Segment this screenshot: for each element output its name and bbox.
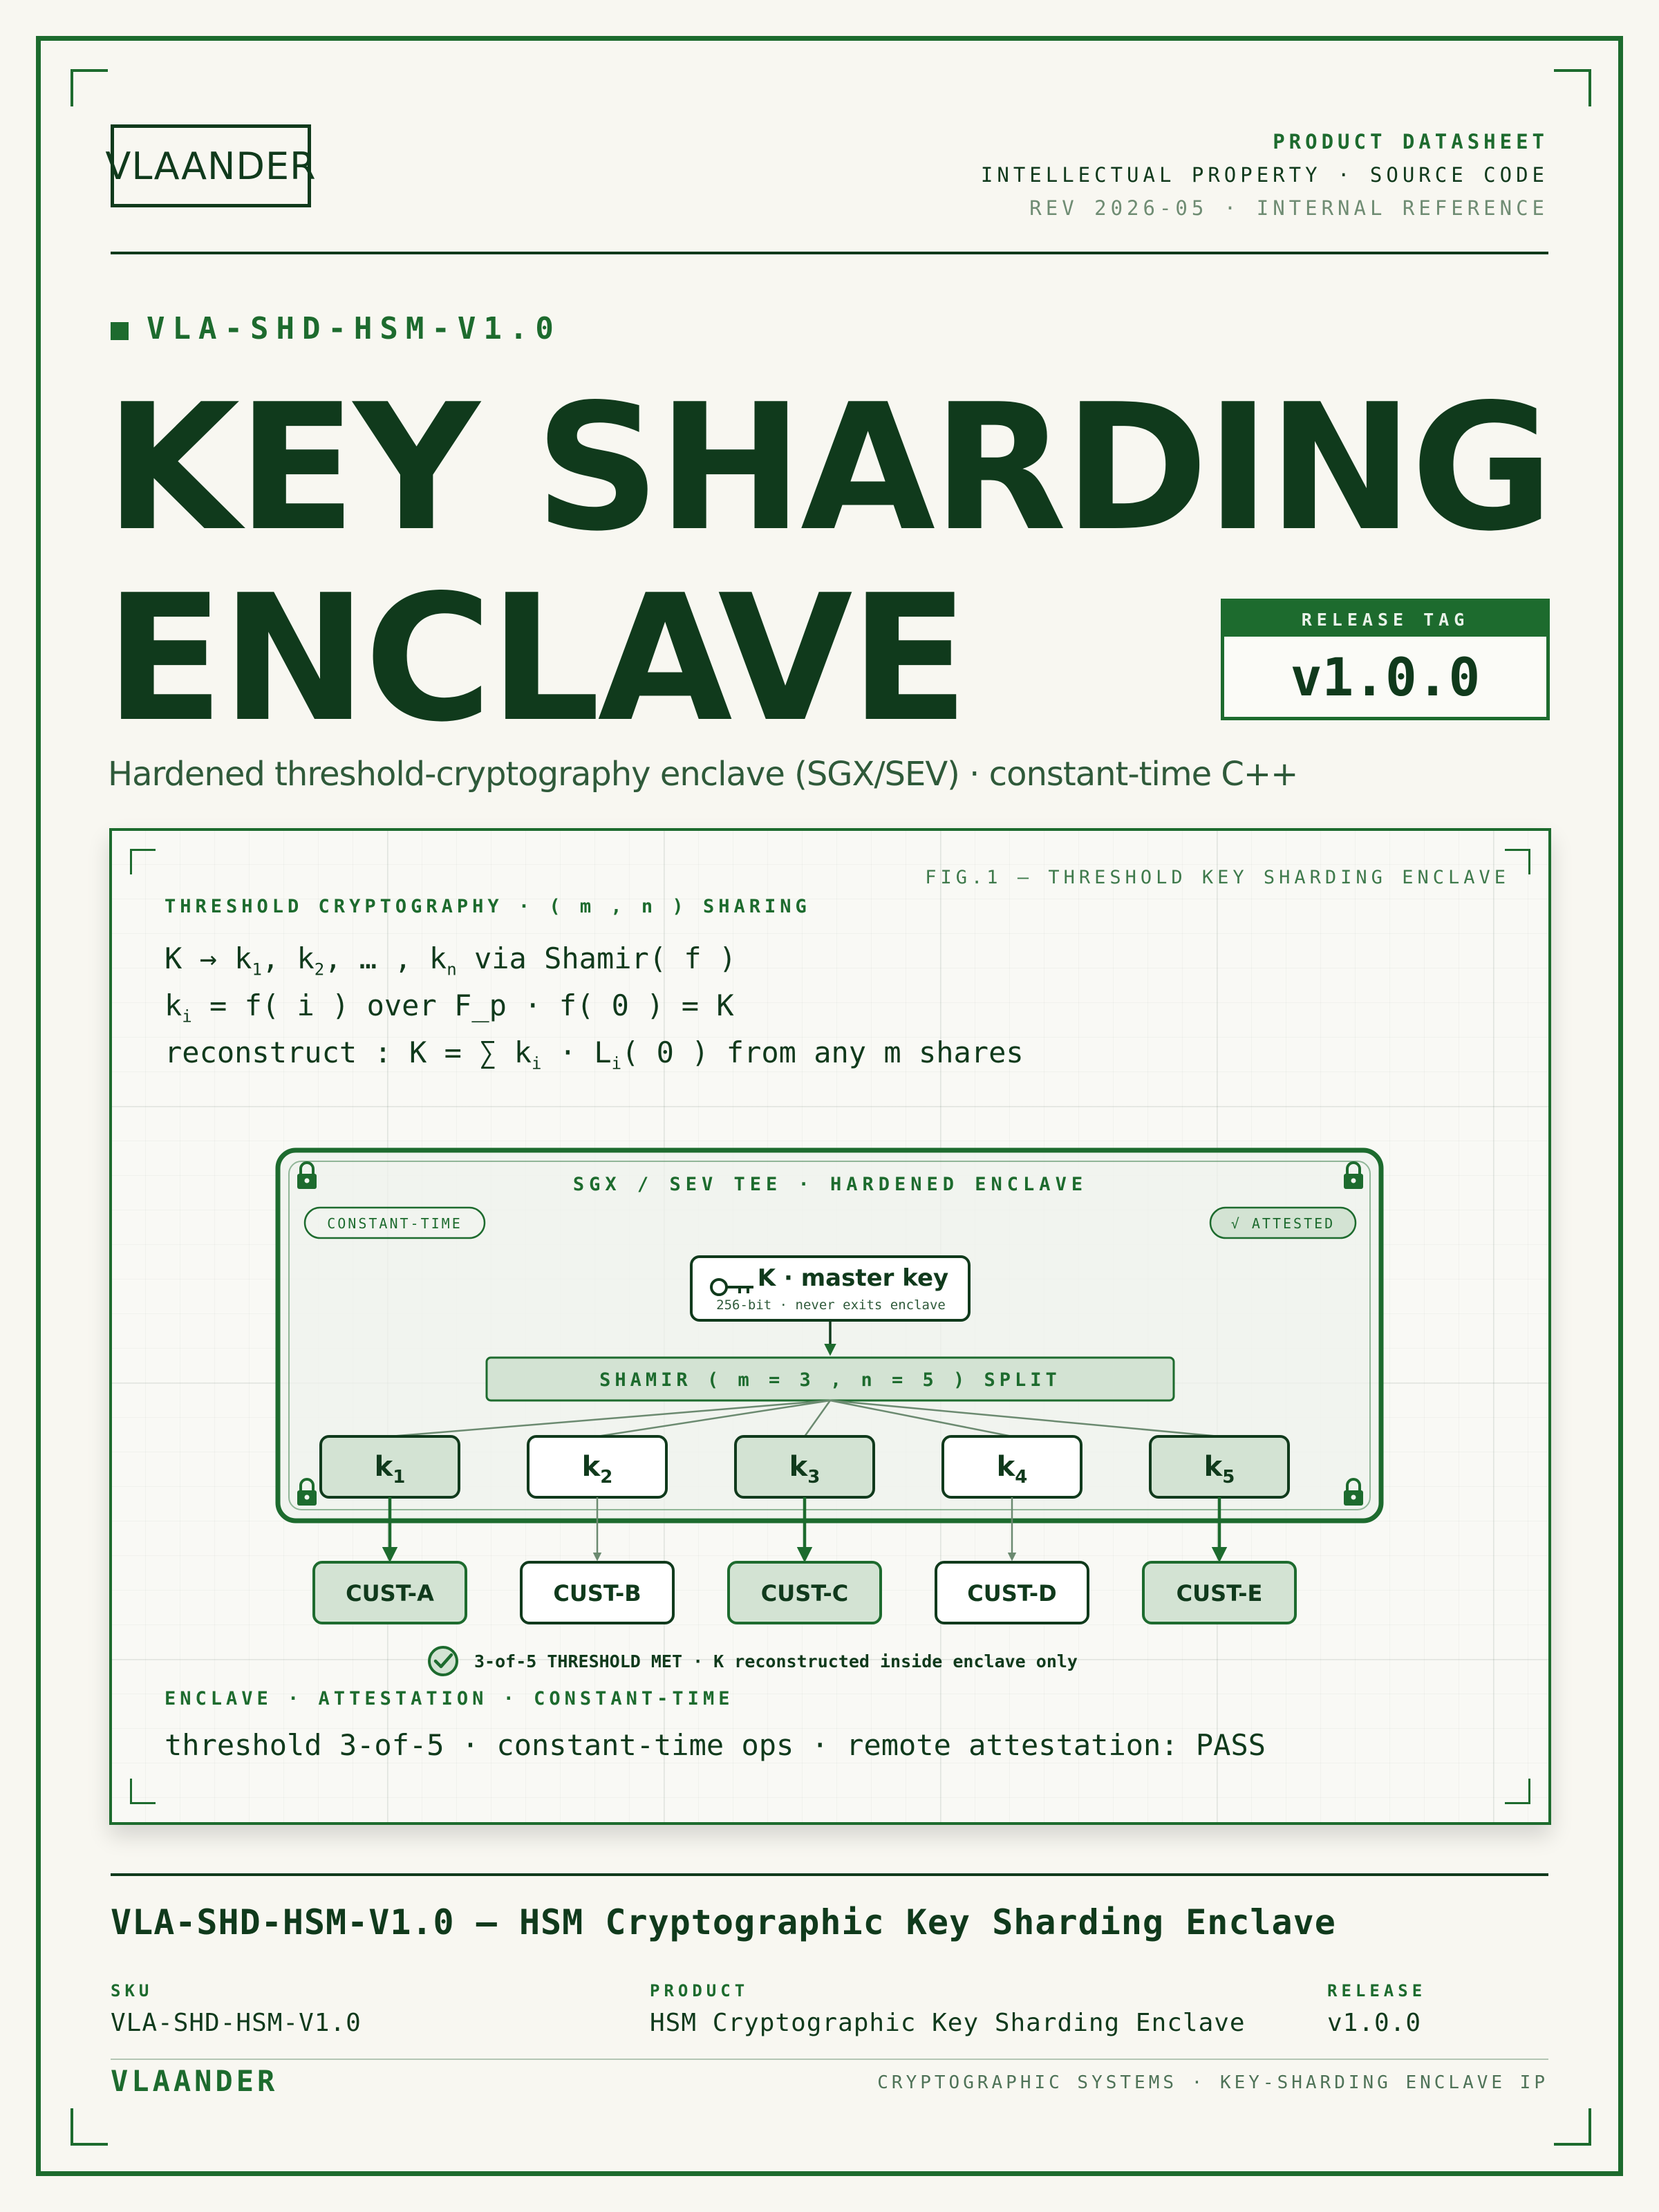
badge-constant-time: CONSTANT-TIME	[327, 1215, 462, 1232]
page-title-line1: KEY SHARDING	[105, 367, 1551, 570]
sku-label: SKU	[111, 1981, 153, 2000]
page-title-line2: ENCLAVE	[105, 558, 966, 760]
equation-reconstruct: reconstruct : K = ∑ $k_i \cdot L_i$( 0 ) from any m shares	[165, 1035, 1024, 1074]
footer-title: VLA-SHD-HSM-V1.0 — HSM Cryptographic Key Sharding Enclave	[111, 1902, 1336, 1942]
shard-label-1: $k_1$	[374, 1451, 406, 1488]
corner-mark	[1554, 2108, 1591, 2146]
corner-mark	[71, 69, 108, 106]
release-tag-label: RELEASE TAG	[1224, 602, 1546, 637]
equation-polynomial: $k_i = f$( i ) over F_p · f( 0 ) = K	[165, 988, 734, 1027]
shard-label-2: $k_2$	[581, 1451, 613, 1488]
enclave-title: SGX / SEV TEE · HARDENED ENCLAVE	[572, 1174, 1088, 1195]
release-tag	[1221, 599, 1550, 720]
brand-logo: VLAANDER	[111, 124, 311, 207]
header-revision: REV 2026-05 · INTERNAL REFERENCE	[1029, 196, 1548, 220]
shard-label-5: $k_5$	[1203, 1451, 1235, 1488]
custodian-label-2: CUST-B	[553, 1580, 641, 1606]
product-label: PRODUCT	[650, 1981, 749, 2000]
header-doc-type: PRODUCT DATASHEET	[1273, 130, 1548, 153]
release-value: v1.0.0	[1327, 2009, 1422, 2037]
corner-mark	[1554, 69, 1591, 106]
shard-label-3: $k_3$	[789, 1451, 821, 1488]
summary-line: threshold 3-of-5 · constant-time ops · remote attestation: PASS	[165, 1728, 1266, 1762]
footer-thin-rule	[111, 2059, 1548, 2060]
shamir-split-label: SHAMIR ( m = 3 , n = 5 ) SPLIT	[599, 1369, 1061, 1391]
badge-attested: √ ATTESTED	[1230, 1215, 1335, 1232]
code-marker	[111, 322, 129, 340]
release-label: RELEASE	[1327, 1981, 1427, 2000]
header-divider	[111, 252, 1548, 254]
equation-shares: $K \to k_1$, $k_2$, … , $k_n$ via Shamir( f )	[165, 941, 737, 980]
custodian-label-3: CUST-C	[760, 1580, 849, 1606]
shard-label-4: $k_4$	[996, 1451, 1028, 1488]
section-label-threshold: THRESHOLD CRYPTOGRAPHY · ( m , n ) SHARING	[165, 896, 811, 917]
check-icon	[429, 1647, 457, 1675]
master-key-label: K · master key	[757, 1264, 949, 1292]
footer-divider	[111, 1873, 1548, 1876]
corner-mark	[71, 2108, 108, 2146]
product-code: VLA-SHD-HSM-V1.0	[147, 311, 561, 346]
section-label-enclave: ENCLAVE · ATTESTATION · CONSTANT-TIME	[165, 1688, 734, 1709]
custodian-label-1: CUST-A	[346, 1580, 434, 1606]
figure-caption: FIG.1 — THRESHOLD KEY SHARDING ENCLAVE	[925, 867, 1510, 888]
custodian-label-5: CUST-E	[1176, 1580, 1263, 1606]
threshold-note: 3-of-5 THRESHOLD MET · K reconstructed inside enclave only	[474, 1651, 1078, 1671]
enclave-diagram	[112, 831, 1548, 1822]
sku-value: VLA-SHD-HSM-V1.0	[111, 2009, 362, 2037]
footer-tagline: CRYPTOGRAPHIC SYSTEMS · KEY-SHARDING ENCLAVE IP	[877, 2072, 1548, 2093]
figure-panel	[109, 828, 1551, 1825]
custodian-label-4: CUST-D	[967, 1580, 1057, 1606]
footer-brand: VLAANDER	[111, 2064, 279, 2098]
master-key-sub: 256-bit · never exits enclave	[716, 1297, 946, 1313]
product-value: HSM Cryptographic Key Sharding Enclave	[650, 2009, 1246, 2037]
product-subtitle: Hardened threshold-cryptography enclave (SGX/SEV) · constant-time C++	[108, 755, 1298, 794]
header-category: INTELLECTUAL PROPERTY · SOURCE CODE	[980, 163, 1548, 187]
release-tag-value: v1.0.0	[1290, 646, 1481, 708]
